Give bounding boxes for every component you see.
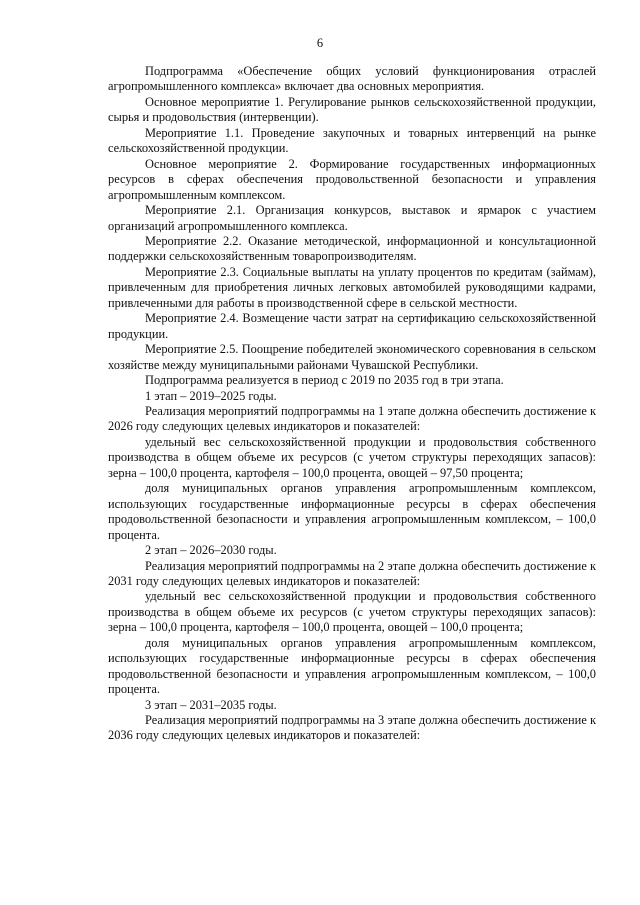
paragraph-activity-2-5: Мероприятие 2.5. Поощрение победителей экономического соревнования в сельском хозяйстве между муниципальными районами Чувашской Республики. <box>108 342 596 372</box>
paragraph-activity-2-3: Мероприятие 2.3. Социальные выплаты на уплату процентов по кредитам (займам), привлеченным для приобретения личных легковых автомобилей руководящими кадрами, привлеченными для работы в производственной сфере в сельской местности. <box>108 264 596 310</box>
paragraph-stage-1-goal: Реализация мероприятий подпрограммы на 1 этапе должна обеспечить достижение к 2026 году следующих целевых индикаторов и показателей: <box>108 403 596 434</box>
paragraph-stage-2-indicator-municipal: доля муниципальных органов управления агропромышленным комплексом, использующих государственные информационные ресурсы в сферах обеспечения продовольственной безопасности и управления агропромышленным комплексом, – 100,0 процента. <box>108 635 596 697</box>
paragraph-subprogram-intro: Подпрограмма «Обеспечение общих условий функционирования отраслей агропромышленного комплекса» включает два основных мероприятия. <box>108 64 596 94</box>
paragraph-stage-3-heading: 3 этап – 2031–2035 годы. <box>145 697 277 712</box>
paragraph-stage-1-indicator-municipal: доля муниципальных органов управления агропромышленным комплексом, использующих государственные информационные ресурсы в сферах обеспечения продовольственной безопасности и управления агропромышленным комплексом, – 100,0 процента. <box>108 481 596 542</box>
paragraph-implementation-period: Подпрограмма реализуется в период с 2019 по 2035 год в три этапа. <box>145 373 504 388</box>
paragraph-stage-1-indicator-share: удельный вес сельскохозяйственной продукции и продовольствия собственного производства в общем объеме их ресурсов (с учетом структуры переходящих запасов): зерна – 100,0 процента, картофеля – 100,0 процента, овощей – 97,50 процента; <box>108 434 596 480</box>
paragraph-activity-1-1: Мероприятие 1.1. Проведение закупочных и товарных интервенций на рынке сельскохозяйственной продукции. <box>108 125 596 156</box>
paragraph-activity-2-1: Мероприятие 2.1. Организация конкурсов, выставок и ярмарок с участием организаций агропромышленного комплекса. <box>108 203 596 233</box>
paragraph-stage-2-indicator-share: удельный вес сельскохозяйственной продукции и продовольствия собственного производства в общем объеме их ресурсов (с учетом структуры переходящих запасов): зерна – 100,0 процента, картофеля – 100,0 процента, овощей – 100,0 процента; <box>108 589 596 635</box>
paragraph-main-activity-2: Основное мероприятие 2. Формирование государственных информационных ресурсов в сферах обеспечения продовольственной безопасности и управления агропромышленным комплексом. <box>108 156 596 202</box>
paragraph-main-activity-1: Основное мероприятие 1. Регулирование рынков сельскохозяйственной продукции, сырья и продовольствия (интервенции). <box>108 94 596 125</box>
paragraph-stage-2-heading: 2 этап – 2026–2030 годы. <box>145 543 277 558</box>
paragraph-stage-2-goal: Реализация мероприятий подпрограммы на 2 этапе должна обеспечить достижение к 2031 году следующих целевых индикаторов и показателей: <box>108 558 596 588</box>
paragraph-stage-1-heading: 1 этап – 2019–2025 годы. <box>145 388 277 403</box>
document-body <box>108 64 596 744</box>
paragraph-activity-2-2: Мероприятие 2.2. Оказание методической, информационной и консультационной поддержки сельскохозяйственным товаропроизводителям. <box>108 233 596 264</box>
page-number: 6 <box>316 36 324 50</box>
paragraph-activity-2-4: Мероприятие 2.4. Возмещение части затрат на сертификацию сельскохозяйственной продукции. <box>108 311 596 341</box>
paragraph-stage-3-goal: Реализация мероприятий подпрограммы на 3 этапе должна обеспечить достижение к 2036 году следующих целевых индикаторов и показателей: <box>108 713 596 743</box>
